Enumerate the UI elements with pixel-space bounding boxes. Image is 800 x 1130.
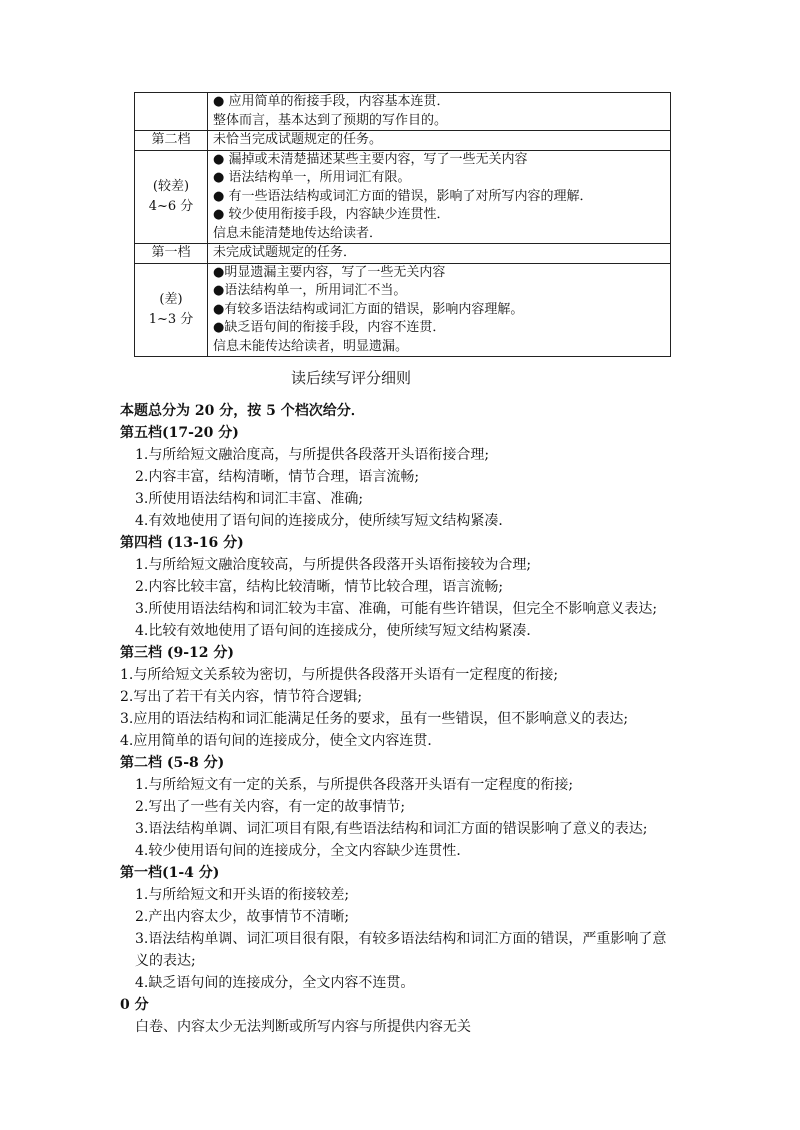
table-row-band-summary: [135, 244, 671, 264]
level-item: 1.与所给短文和开头语的衔接较差;: [135, 887, 350, 903]
band-summary: 未完成试题规定的任务．: [213, 245, 357, 260]
level-item: 3.语法结构单调、词汇项目很有限，有较多语法结构和词汇方面的错误，严重影响了意义的表达;: [135, 931, 667, 969]
band-summary-cell: [208, 131, 671, 151]
table-row-band-summary: [135, 131, 671, 151]
section-title-text: 读后续写评分细则: [291, 369, 412, 387]
table-row-top-fragment: [135, 93, 671, 131]
band-detail-cell: [208, 150, 671, 244]
level-item: 3.语法结构单调、词汇项目有限,有些语法结构和词汇方面的错误影响了意义的表达;: [135, 821, 648, 837]
level-item: 3.应用的语法结构和词汇能满足任务的要求，虽有一些错误，但不影响意义的表达;: [120, 711, 629, 727]
level-item: 1.与所给短文融洽度高，与所提供各段落开头语衔接合理;: [135, 447, 490, 463]
table-line: ●缺乏语句间的衔接手段，内容不连贯．: [213, 320, 446, 335]
zero-text: 白卷、内容太少无法判断或所写内容与所提供内容无关: [135, 1019, 471, 1035]
table-line: ● 有一些语法结构或词汇方面的错误，影响了对所写内容的理解．: [213, 188, 593, 204]
band-name-cell: [135, 131, 208, 151]
table-row-band-detail: [135, 263, 671, 357]
level-item: 4.较少使用语句间的连接成分，全文内容缺少连贯性．: [135, 843, 471, 859]
band-name-cell: [135, 244, 208, 264]
band-detail-cell: [208, 263, 671, 357]
table-row-band-detail: [135, 150, 671, 244]
table-line: 信息未能传达给读者，明显遗漏。: [213, 338, 409, 354]
level-item: 4.有效地使用了语句间的连接成分，使所续写短文结构紧凑．: [135, 513, 513, 529]
band-grade: (较差): [152, 178, 190, 194]
level-item: 1.与所给短文有一定的关系，与所提供各段落开头语有一定程度的衔接;: [135, 777, 574, 793]
criteria-list: [120, 400, 680, 1038]
band-summary: 未恰当完成试题规定的任务。: [213, 132, 383, 147]
rubric-table: [134, 92, 671, 357]
band-name: 第二档: [151, 132, 191, 147]
band-score: 4~6 分: [148, 198, 194, 214]
table-line: ● 较少使用衔接手段，内容缺少连贯性．: [213, 207, 450, 222]
level-heading: 第二档 (5-8 分): [120, 755, 225, 771]
band-grade: (差): [159, 291, 183, 307]
zero-heading: 0 分: [120, 997, 149, 1013]
level-item: 2.写出了若干有关内容，情节符合逻辑;: [120, 689, 363, 705]
level-item: 4.应用简单的语句间的连接成分，使全文内容连贯．: [120, 733, 442, 749]
level-heading: 第三档 (9-12 分): [120, 645, 235, 661]
level-item: 4.比较有效地使用了语句间的连接成分，使所续写短文结构紧凑．: [135, 623, 541, 639]
table-line: ● 漏掉或未清楚描述某些主要内容，写了一些无关内容: [213, 151, 528, 167]
table-line: 信息未能清楚地传达给读者．: [213, 225, 383, 241]
criteria-intro: 本题总分为 20 分，按 5 个档次给分．: [120, 403, 365, 419]
level-item: 4.缺乏语句间的连接成分，全文内容不连贯。: [135, 975, 415, 991]
level-heading: 第一档(1-4 分): [120, 865, 220, 881]
content-cell: [208, 93, 671, 131]
band-grade-cell: [135, 263, 208, 357]
band-summary-cell: [208, 244, 671, 264]
level-item: 2.内容丰富，结构清晰，情节合理，语言流畅;: [135, 469, 420, 485]
table-line: ● 应用简单的衔接手段，内容基本连贯．: [213, 94, 450, 109]
level-item: 3.所使用语法结构和词汇丰富、准确;: [135, 491, 364, 507]
level-heading: 第五档(17-20 分): [120, 425, 239, 441]
level-item: 2.产出内容太少，故事情节不清晰;: [135, 909, 350, 925]
band-name: 第一档: [151, 245, 191, 260]
level-heading: 第四档 (13-16 分): [120, 535, 244, 551]
table-line: ●明显遗漏主要内容，写了一些无关内容: [213, 264, 446, 280]
band-grade-cell: [135, 150, 208, 244]
level-item: 2.写出了一些有关内容，有一定的故事情节;: [135, 799, 406, 815]
table-line: ●有较多语法结构或词汇方面的错误，影响内容理解。: [213, 301, 524, 317]
level-item: 2.内容比较丰富，结构比较清晰，情节比较合理，语言流畅;: [135, 579, 504, 595]
table-line: 整体而言，基本达到了预期的写作目的。: [213, 112, 448, 128]
table-line: ● 语法结构单一，所用词汇有限。: [213, 170, 411, 185]
level-item: 3.所使用语法结构和词汇较为丰富、准确，可能有些许错误，但完全不影响意义表达;: [135, 601, 658, 617]
band-score: 1~3 分: [148, 311, 194, 327]
level-item: 1.与所给短文融洽度较高，与所提供各段落开头语衔接较为合理;: [135, 557, 532, 573]
grade-cell-empty: [135, 93, 208, 131]
table-line: ●语法结构单一，所用词汇不当。: [213, 283, 407, 298]
level-item: 1.与所给短文关系较为密切，与所提供各段落开头语有一定程度的衔接;: [120, 667, 559, 683]
